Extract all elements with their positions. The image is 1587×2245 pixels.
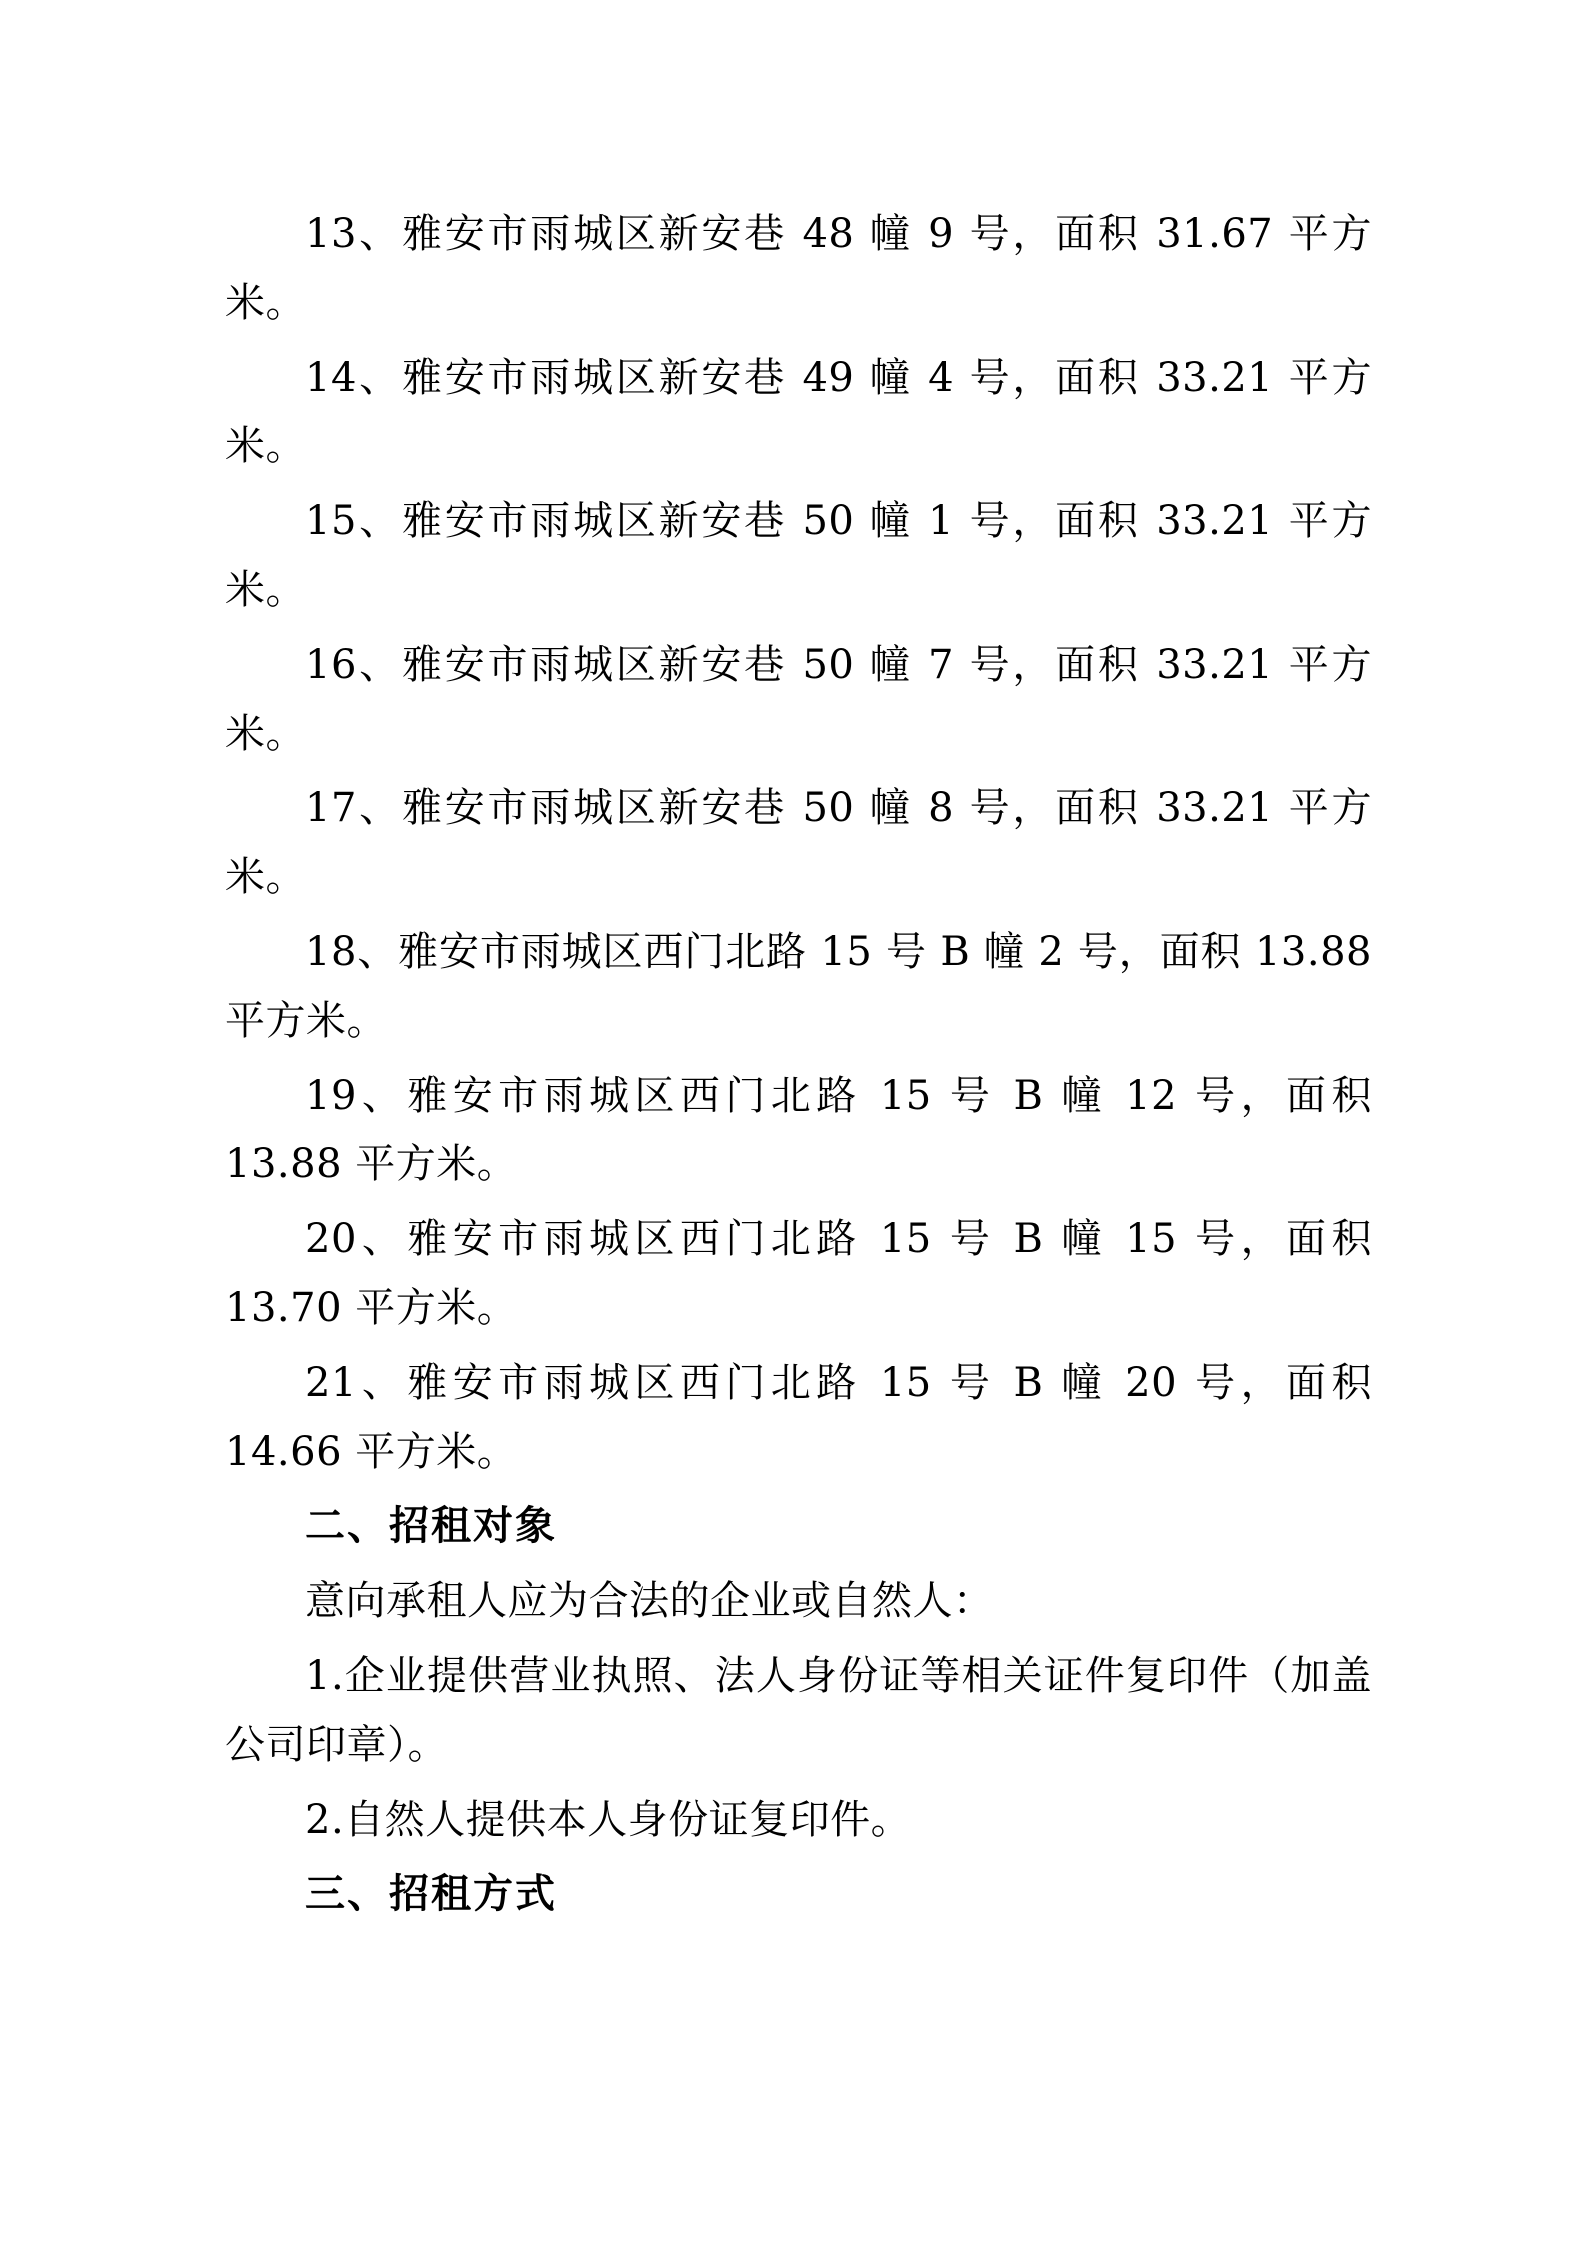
section-heading-two: 二、招租对象	[305, 1502, 557, 1550]
tenant-requirement-2: 2.自然人提供本人身份证复印件。	[305, 1796, 912, 1843]
listing-item-13: 13、雅安市雨城区新安巷 48 幢 9 号，面积 31.67 平方米。	[225, 211, 1372, 326]
listing-item-18: 18、雅安市雨城区西门北路 15 号 B 幢 2 号，面积 13.88 平方米。	[225, 928, 1372, 1044]
listing-item-17: 17、雅安市雨城区新安巷 50 幢 8 号，面积 33.21 平方米。	[225, 785, 1372, 901]
listing-item-19: 19、雅安市雨城区西门北路 15 号 B 幢 12 号，面积 13.88 平方米。	[225, 1072, 1372, 1188]
listing-item-16: 16、雅安市雨城区新安巷 50 幢 7 号，面积 33.21 平方米。	[225, 641, 1372, 757]
tenant-requirement-1: 1.企业提供营业执照、法人身份证等相关证件复印件（加盖公司印章）。	[225, 1652, 1372, 1768]
tenant-requirement-intro: 意向承租人应为合法的企业或自然人：	[305, 1578, 994, 1625]
document-body	[225, 200, 1372, 1929]
listing-item-15: 15、雅安市雨城区新安巷 50 幢 1 号，面积 33.21 平方米。	[225, 498, 1372, 613]
listing-item-21: 21、雅安市雨城区西门北路 15 号 B 幢 20 号，面积 14.66 平方米。	[225, 1359, 1372, 1475]
section-heading-three: 三、招租方式	[305, 1870, 557, 1918]
listing-item-20: 20、雅安市雨城区西门北路 15 号 B 幢 15 号，面积 13.70 平方米。	[225, 1216, 1372, 1331]
listing-item-14: 14、雅安市雨城区新安巷 49 幢 4 号，面积 33.21 平方米。	[225, 354, 1372, 470]
